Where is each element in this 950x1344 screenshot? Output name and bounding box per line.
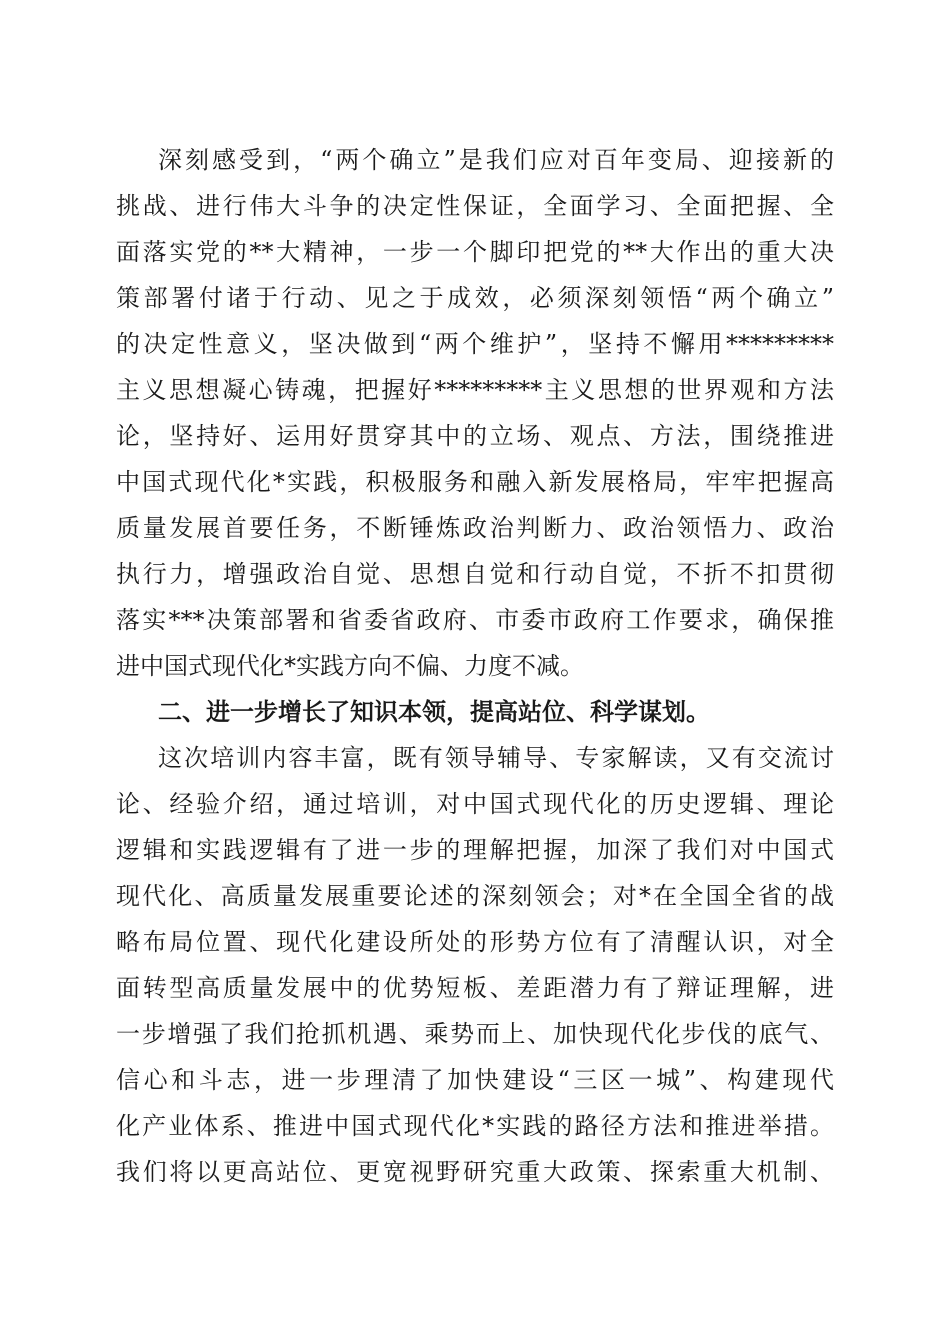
paragraph-2-line-1: 这次培训内容丰富，既有领导辅导、专家解读，又有交流讨 [158, 744, 834, 772]
paragraph-1-line-3: 面落实党的**大精神，一步一个脚印把党的**大作出的重大决 [116, 238, 834, 266]
paragraph-1-line-7: 论，坚持好、运用好贯穿其中的立场、观点、方法，围绕推进 [116, 422, 834, 450]
paragraph-2-line-3: 逻辑和实践逻辑有了进一步的理解把握，加深了我们对中国式 [116, 836, 834, 864]
paragraph-1-line-8: 中国式现代化*实践，积极服务和融入新发展格局，牢牢把握高 [116, 468, 834, 496]
paragraph-1-line-11: 落实***决策部署和省委省政府、市委市政府工作要求，确保推 [116, 606, 834, 634]
paragraph-1-line-6: 主义思想凝心铸魂，把握好*********主义思想的世界观和方法 [116, 376, 834, 404]
paragraph-2-line-6: 面转型高质量发展中的优势短板、差距潜力有了辩证理解，进 [116, 974, 834, 1002]
paragraph-2-line-9: 化产业体系、推进中国式现代化*实践的路径方法和推进举措。 [116, 1112, 834, 1140]
paragraph-2-line-2: 论、经验介绍，通过培训，对中国式现代化的历史逻辑、理论 [116, 790, 834, 818]
paragraph-1-line-12: 进中国式现代化*实践方向不偏、力度不减。 [116, 652, 584, 680]
paragraph-2-line-10: 我们将以更高站位、更宽视野研究重大政策、探索重大机制、 [116, 1158, 834, 1186]
paragraph-1-line-5: 的决定性意义，坚决做到“两个维护”，坚持不懈用********* [116, 330, 834, 358]
paragraph-1-line-9: 质量发展首要任务，不断锤炼政治判断力、政治领悟力、政治 [116, 514, 834, 542]
paragraph-1-line-10: 执行力，增强政治自觉、思想自觉和行动自觉，不折不扣贯彻 [116, 560, 834, 588]
paragraph-2-line-8: 信心和斗志，进一步理清了加快建设“三区一城”、构建现代 [116, 1066, 834, 1094]
section-heading: 二、进一步增长了知识本领，提高站位、科学谋划。 [158, 698, 710, 726]
paragraph-1-line-4: 策部署付诸于行动、见之于成效，必须深刻领悟“两个确立” [116, 284, 834, 312]
paragraph-2-line-4: 现代化、高质量发展重要论述的深刻领会；对*在全国全省的战 [116, 882, 834, 910]
paragraph-1-line-2: 挑战、进行伟大斗争的决定性保证，全面学习、全面把握、全 [116, 192, 834, 220]
paragraph-2-line-7: 一步增强了我们抢抓机遇、乘势而上、加快现代化步伐的底气、 [116, 1020, 834, 1048]
paragraph-1-line-1: 深刻感受到，“两个确立”是我们应对百年变局、迎接新的 [158, 146, 834, 174]
paragraph-2-line-5: 略布局位置、现代化建设所处的形势方位有了清醒认识，对全 [116, 928, 834, 956]
